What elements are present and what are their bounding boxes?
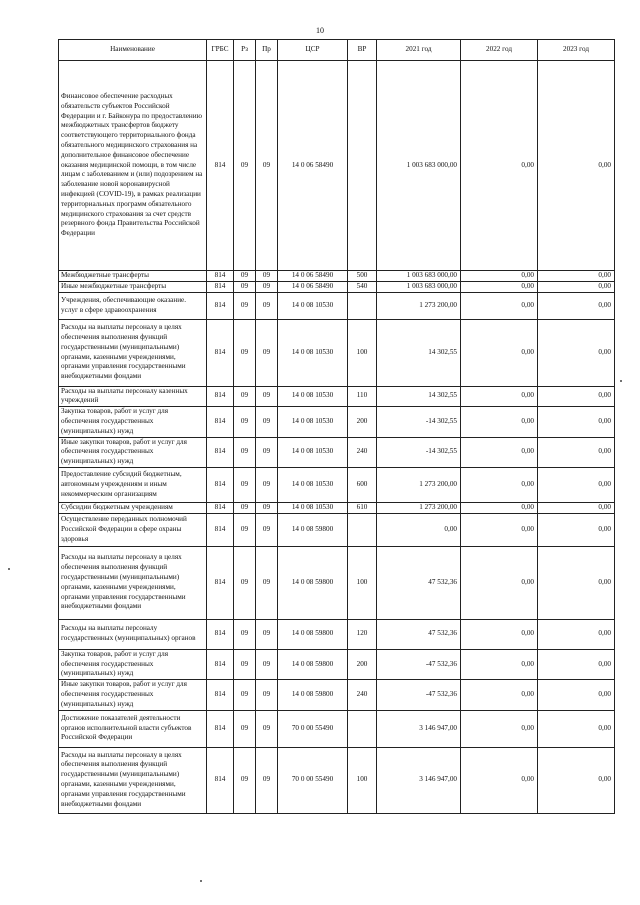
- cell-y2022: 0,00: [461, 513, 538, 546]
- cell-csr: 14 0 08 10530: [278, 437, 348, 467]
- cell-y2023: 0,00: [538, 513, 615, 546]
- header-pr: Пр: [256, 40, 278, 61]
- cell-y2021: 0,00: [377, 513, 461, 546]
- cell-y2023: 0,00: [538, 747, 615, 813]
- header-2023: 2023 год: [538, 40, 615, 61]
- cell-pr: 09: [256, 271, 278, 282]
- cell-pr: 09: [256, 680, 278, 710]
- cell-grbs: 814: [207, 513, 234, 546]
- cell-y2023: 0,00: [538, 710, 615, 747]
- cell-name: Расходы на выплаты персоналу в целях обеспечения выполнения функций государственными (муниципальными) органами, казенными учреждениями, органами управления государственными внебюджетными фондами: [59, 747, 207, 813]
- cell-y2023: 0,00: [538, 319, 615, 386]
- cell-grbs: 814: [207, 502, 234, 513]
- cell-grbs: 814: [207, 649, 234, 679]
- cell-y2022: 0,00: [461, 546, 538, 619]
- page-number: 10: [316, 26, 324, 35]
- table-row: [59, 271, 615, 282]
- cell-y2022: 0,00: [461, 649, 538, 679]
- cell-y2023: 0,00: [538, 619, 615, 649]
- cell-name: Финансовое обеспечение расходных обязательств субъектов Российской Федерации и г. Байконура по предоставлению межбюджетных трансфертов бюджету соответствующего территориального фонда обязательного медицинского страхования на дополнительное финансовое обеспечение оказания медицинской помощи, в том числе лицам с заболеванием и (или) подозрением на заболевание новой коронавирусной инфекцией (COVID-19), в рамках реализации территориальных программ обязательного медицинского страхования за счет средств резервного фонда Правительства Российской Федерации: [59, 61, 207, 271]
- table-row: [59, 502, 615, 513]
- cell-name: Субсидии бюджетным учреждениям: [59, 502, 207, 513]
- cell-vr: 110: [348, 386, 377, 407]
- cell-csr: 14 0 08 59800: [278, 619, 348, 649]
- cell-vr: 500: [348, 271, 377, 282]
- cell-y2022: 0,00: [461, 619, 538, 649]
- cell-y2022: 0,00: [461, 747, 538, 813]
- cell-csr: 14 0 08 10530: [278, 319, 348, 386]
- cell-csr: 14 0 08 10530: [278, 386, 348, 407]
- table-row: [59, 747, 615, 813]
- cell-vr: 100: [348, 319, 377, 386]
- cell-y2021: 14 302,55: [377, 319, 461, 386]
- cell-csr: 14 0 06 58490: [278, 281, 348, 292]
- cell-vr: 100: [348, 747, 377, 813]
- cell-grbs: 814: [207, 281, 234, 292]
- cell-y2021: 1 003 683 000,00: [377, 61, 461, 271]
- cell-y2023: 0,00: [538, 546, 615, 619]
- cell-y2022: 0,00: [461, 281, 538, 292]
- cell-grbs: 814: [207, 386, 234, 407]
- cell-name: Иные закупки товаров, работ и услуг для обеспечения государственных (муниципальных) нужд: [59, 680, 207, 710]
- cell-vr: 240: [348, 437, 377, 467]
- cell-csr: 14 0 06 58490: [278, 61, 348, 271]
- header-grbs: ГРБС: [207, 40, 234, 61]
- cell-name: Расходы на выплаты персоналу в целях обеспечения выполнения функций государственными (муниципальными) органами, казенными учреждениями, органами управления государственными внебюджетными фондами: [59, 546, 207, 619]
- cell-y2023: 0,00: [538, 61, 615, 271]
- cell-vr: 600: [348, 467, 377, 502]
- cell-pr: 09: [256, 710, 278, 747]
- cell-pr: 09: [256, 319, 278, 386]
- table-row: [59, 407, 615, 437]
- cell-csr: 14 0 08 59800: [278, 649, 348, 679]
- table-body: [59, 61, 615, 814]
- cell-rz: 09: [234, 649, 256, 679]
- cell-rz: 09: [234, 710, 256, 747]
- cell-y2022: 0,00: [461, 710, 538, 747]
- cell-grbs: 814: [207, 710, 234, 747]
- cell-name: Закупка товаров, работ и услуг для обеспечения государственных (муниципальных) нужд: [59, 649, 207, 679]
- cell-y2023: 0,00: [538, 271, 615, 282]
- cell-csr: 14 0 08 10530: [278, 502, 348, 513]
- cell-csr: 14 0 08 10530: [278, 467, 348, 502]
- cell-y2023: 0,00: [538, 437, 615, 467]
- cell-y2021: 47 532,36: [377, 546, 461, 619]
- cell-grbs: 814: [207, 747, 234, 813]
- cell-rz: 09: [234, 513, 256, 546]
- header-name: Наименование: [59, 40, 207, 61]
- cell-grbs: 814: [207, 619, 234, 649]
- cell-name: Расходы на выплаты персоналу государственных (муниципальных) органов: [59, 619, 207, 649]
- cell-y2021: 47 532,36: [377, 619, 461, 649]
- cell-grbs: 814: [207, 680, 234, 710]
- cell-y2021: -14 302,55: [377, 437, 461, 467]
- cell-vr: [348, 710, 377, 747]
- cell-y2021: 1 273 200,00: [377, 292, 461, 319]
- cell-grbs: 814: [207, 437, 234, 467]
- cell-name: Учреждения, обеспечивающие оказание. услуг в сфере здравоохранения: [59, 292, 207, 319]
- cell-vr: 120: [348, 619, 377, 649]
- table-row: [59, 649, 615, 679]
- cell-rz: 09: [234, 502, 256, 513]
- cell-y2022: 0,00: [461, 61, 538, 271]
- cell-y2021: -47 532,36: [377, 649, 461, 679]
- scan-speck: [8, 568, 10, 570]
- cell-y2021: 1 003 683 000,00: [377, 271, 461, 282]
- cell-rz: 09: [234, 619, 256, 649]
- cell-rz: 09: [234, 546, 256, 619]
- cell-rz: 09: [234, 407, 256, 437]
- cell-vr: 200: [348, 649, 377, 679]
- header-csr: ЦСР: [278, 40, 348, 61]
- cell-csr: 14 0 08 59800: [278, 513, 348, 546]
- cell-y2021: 14 302,55: [377, 386, 461, 407]
- cell-y2023: 0,00: [538, 680, 615, 710]
- cell-csr: 70 0 00 55490: [278, 710, 348, 747]
- cell-y2023: 0,00: [538, 649, 615, 679]
- cell-vr: 200: [348, 407, 377, 437]
- cell-grbs: 814: [207, 546, 234, 619]
- cell-csr: 14 0 08 10530: [278, 407, 348, 437]
- cell-pr: 09: [256, 437, 278, 467]
- cell-y2023: 0,00: [538, 502, 615, 513]
- cell-name: Иные закупки товаров, работ и услуг для обеспечения государственных (муниципальных) нужд: [59, 437, 207, 467]
- scan-speck: [620, 380, 622, 382]
- cell-y2022: 0,00: [461, 467, 538, 502]
- cell-grbs: 814: [207, 61, 234, 271]
- cell-y2022: 0,00: [461, 292, 538, 319]
- cell-pr: 09: [256, 281, 278, 292]
- cell-y2023: 0,00: [538, 386, 615, 407]
- cell-vr: [348, 61, 377, 271]
- table-row: [59, 513, 615, 546]
- cell-y2021: 3 146 947,00: [377, 747, 461, 813]
- cell-y2023: 0,00: [538, 467, 615, 502]
- table-row: [59, 619, 615, 649]
- cell-name: Расходы на выплаты персоналу казенных учреждений: [59, 386, 207, 407]
- header-2021: 2021 год: [377, 40, 461, 61]
- cell-rz: 09: [234, 386, 256, 407]
- table-row: [59, 61, 615, 271]
- header-row: [59, 40, 615, 61]
- cell-rz: 09: [234, 292, 256, 319]
- cell-name: Закупка товаров, работ и услуг для обеспечения государственных (муниципальных) нужд: [59, 407, 207, 437]
- table-row: [59, 467, 615, 502]
- cell-pr: 09: [256, 619, 278, 649]
- cell-rz: 09: [234, 680, 256, 710]
- cell-name: Достижение показателей деятельности органов исполнительной власти субъектов Российской Федерации: [59, 710, 207, 747]
- cell-csr: 70 0 00 55490: [278, 747, 348, 813]
- cell-y2022: 0,00: [461, 680, 538, 710]
- cell-pr: 09: [256, 407, 278, 437]
- cell-y2021: -47 532,36: [377, 680, 461, 710]
- table-row: [59, 680, 615, 710]
- cell-rz: 09: [234, 61, 256, 271]
- cell-name: Предоставление субсидий бюджетным, автономным учреждениям и иным некоммерческим организациям: [59, 467, 207, 502]
- header-rz: Рз: [234, 40, 256, 61]
- cell-y2023: 0,00: [538, 407, 615, 437]
- cell-pr: 09: [256, 747, 278, 813]
- budget-table: [58, 39, 615, 814]
- cell-vr: [348, 292, 377, 319]
- cell-y2022: 0,00: [461, 437, 538, 467]
- cell-name: Иные межбюджетные трансферты: [59, 281, 207, 292]
- cell-grbs: 814: [207, 292, 234, 319]
- cell-y2022: 0,00: [461, 271, 538, 282]
- cell-grbs: 814: [207, 319, 234, 386]
- cell-name: Межбюджетные трансферты: [59, 271, 207, 282]
- cell-pr: 09: [256, 502, 278, 513]
- cell-y2022: 0,00: [461, 386, 538, 407]
- cell-rz: 09: [234, 467, 256, 502]
- cell-csr: 14 0 08 10530: [278, 292, 348, 319]
- cell-vr: 240: [348, 680, 377, 710]
- table-row: [59, 281, 615, 292]
- header-vr: ВР: [348, 40, 377, 61]
- cell-rz: 09: [234, 437, 256, 467]
- cell-grbs: 814: [207, 467, 234, 502]
- cell-csr: 14 0 06 58490: [278, 271, 348, 282]
- cell-pr: 09: [256, 386, 278, 407]
- table-row: [59, 710, 615, 747]
- cell-y2021: 1 003 683 000,00: [377, 281, 461, 292]
- table-row: [59, 319, 615, 386]
- cell-vr: 610: [348, 502, 377, 513]
- table-row: [59, 437, 615, 467]
- cell-vr: [348, 513, 377, 546]
- scan-speck: [200, 880, 202, 882]
- cell-rz: 09: [234, 281, 256, 292]
- header-2022: 2022 год: [461, 40, 538, 61]
- cell-grbs: 814: [207, 407, 234, 437]
- cell-csr: 14 0 08 59800: [278, 680, 348, 710]
- table-row: [59, 546, 615, 619]
- cell-y2021: 3 146 947,00: [377, 710, 461, 747]
- cell-y2022: 0,00: [461, 319, 538, 386]
- cell-csr: 14 0 08 59800: [278, 546, 348, 619]
- cell-pr: 09: [256, 513, 278, 546]
- cell-y2023: 0,00: [538, 281, 615, 292]
- cell-y2021: 1 273 200,00: [377, 467, 461, 502]
- cell-vr: 540: [348, 281, 377, 292]
- cell-rz: 09: [234, 747, 256, 813]
- cell-y2021: 1 273 200,00: [377, 502, 461, 513]
- cell-pr: 09: [256, 467, 278, 502]
- cell-pr: 09: [256, 292, 278, 319]
- cell-rz: 09: [234, 271, 256, 282]
- table-row: [59, 386, 615, 407]
- cell-rz: 09: [234, 319, 256, 386]
- cell-y2022: 0,00: [461, 407, 538, 437]
- cell-name: Осуществление переданных полномочий Российской Федерации в сфере охраны здоровья: [59, 513, 207, 546]
- cell-name: Расходы на выплаты персоналу в целях обеспечения выполнения функций государственными (муниципальными) органами, казенными учреждениями, органами управления государственными внебюджетными фондами: [59, 319, 207, 386]
- cell-grbs: 814: [207, 271, 234, 282]
- table-row: [59, 292, 615, 319]
- cell-vr: 100: [348, 546, 377, 619]
- cell-pr: 09: [256, 61, 278, 271]
- cell-y2023: 0,00: [538, 292, 615, 319]
- cell-pr: 09: [256, 546, 278, 619]
- cell-y2021: -14 302,55: [377, 407, 461, 437]
- cell-pr: 09: [256, 649, 278, 679]
- cell-y2022: 0,00: [461, 502, 538, 513]
